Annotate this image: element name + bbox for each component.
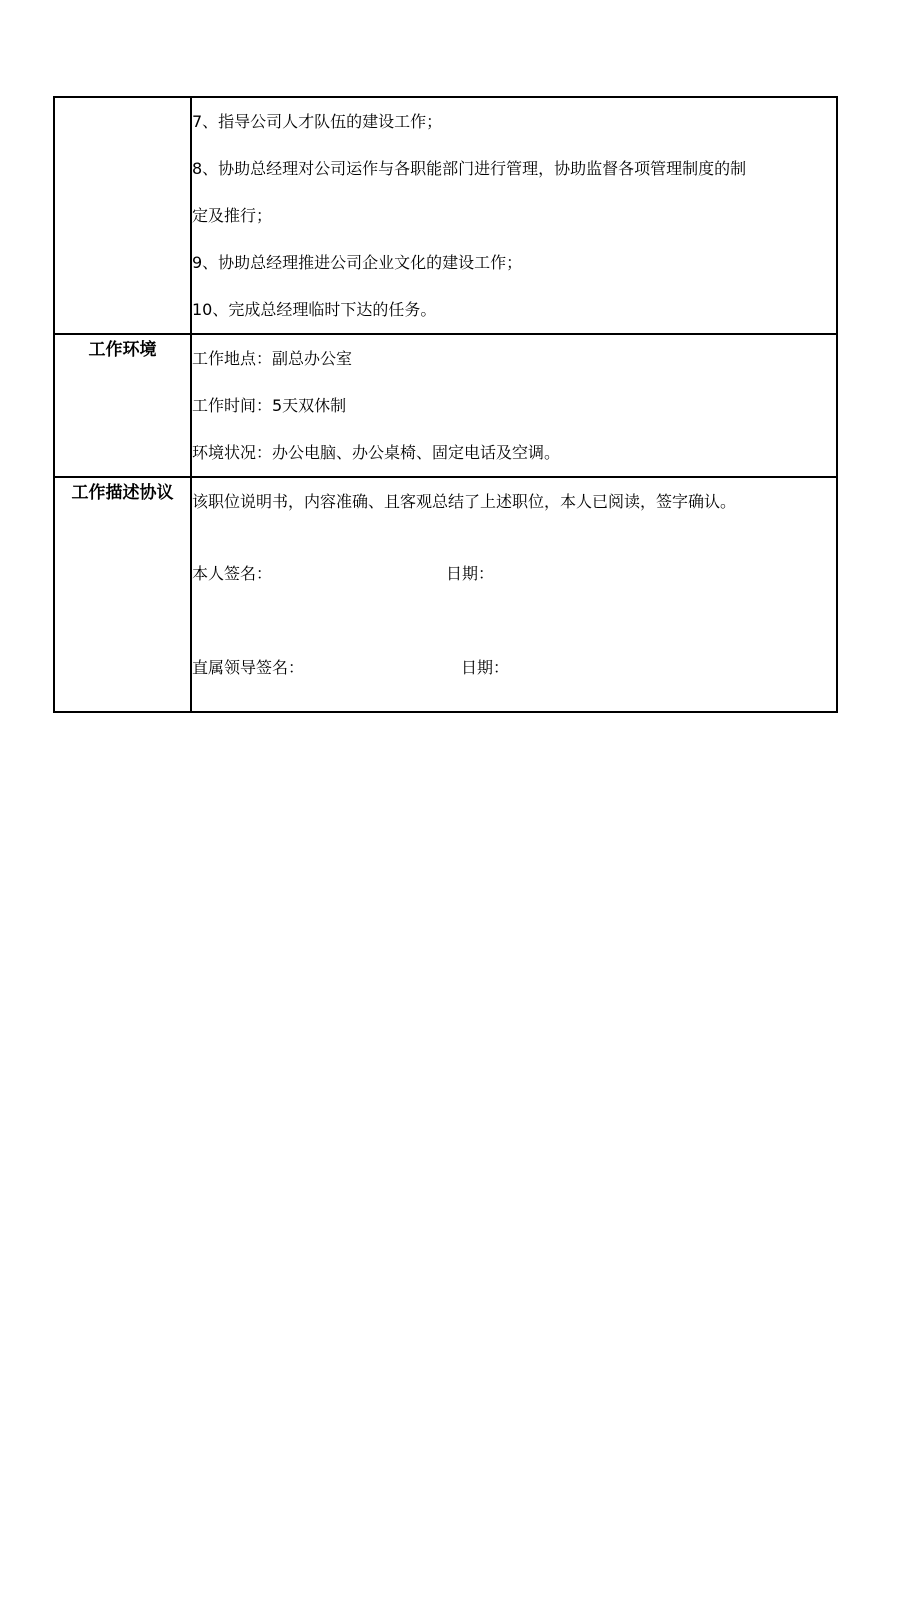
duty-item: 10、完成总经理临时下达的任务。	[192, 300, 437, 319]
agreement-label: 工作描述协议	[54, 477, 191, 712]
environment-row	[54, 334, 837, 477]
supervisor-signature-line	[192, 644, 836, 691]
work-conditions: 环境状况：办公电脑、办公桌椅、固定电话及空调。	[192, 443, 561, 462]
duty-item: 7、指导公司人才队伍的建设工作；	[192, 112, 443, 131]
duties-content-cell	[191, 97, 837, 334]
self-signature-line	[192, 550, 836, 597]
work-hours: 工作时间：5天双休制	[192, 396, 347, 415]
self-signature-label: 本人签名：	[192, 564, 273, 583]
duties-row	[54, 97, 837, 334]
duty-item: 9、协助总经理推进公司企业文化的建设工作；	[192, 253, 523, 272]
duty-item-continuation: 定及推行；	[192, 206, 273, 225]
self-date-label: 日期：	[446, 564, 495, 583]
job-description-table	[53, 96, 838, 713]
agreement-row	[54, 477, 837, 712]
agreement-content-cell	[191, 477, 837, 712]
duties-label-cell	[54, 97, 191, 334]
environment-label: 工作环境	[54, 334, 191, 477]
supervisor-date-label: 日期：	[461, 658, 510, 677]
agreement-statement: 该职位说明书，内容准确、且客观总结了上述职位，本人已阅读，签字确认。	[192, 492, 737, 511]
duty-item: 8、协助总经理对公司运作与各职能部门进行管理，协助监督各项管理制度的制	[192, 159, 747, 178]
supervisor-signature-label: 直属领导签名：	[192, 658, 305, 677]
environment-content-cell	[191, 334, 837, 477]
work-location: 工作地点：副总办公室	[192, 349, 353, 368]
